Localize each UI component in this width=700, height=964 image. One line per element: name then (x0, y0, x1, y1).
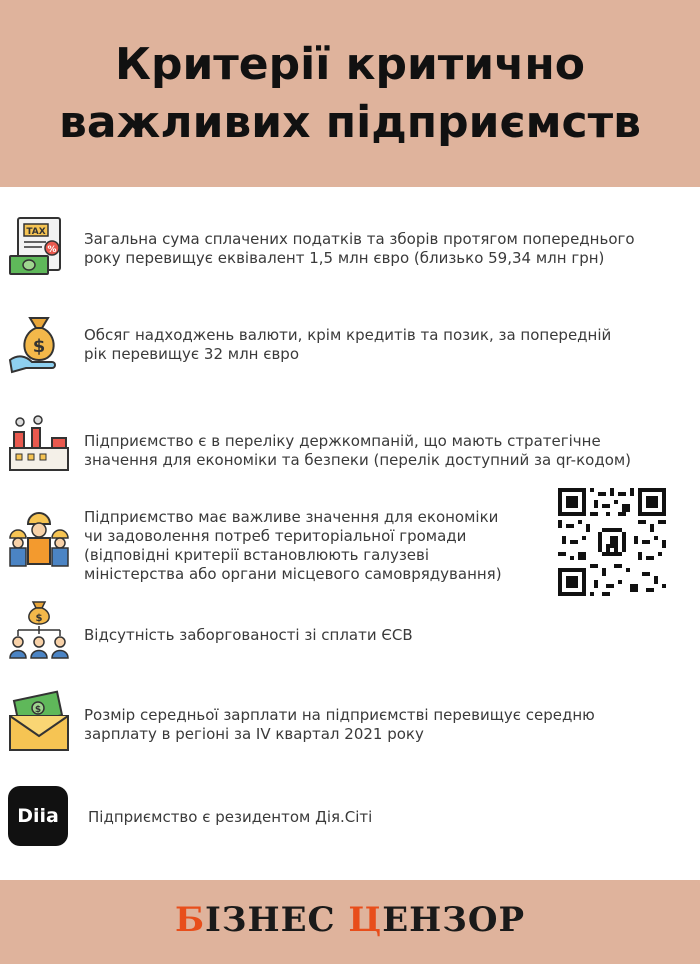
criterion-text: Обсяг надходжень валюти, крім кредитів та позик, за попередній рік перевищує 32 млн євро (84, 326, 612, 363)
title-line-1: Критерії критично (115, 39, 585, 90)
criterion-text: Підприємство має важливе значення для економіки чи задоволення потреб територіальної громади (відповідні критерії встановлюють галузеві міністерства або органи місцевого самоврядування) (84, 508, 502, 583)
criterion-text: Загальна сума сплачених податків та зборів протягом попереднього року перевищує еквівалент 1,5 млн євро (близько 59,34 млн грн) (84, 230, 635, 267)
brand-part-1: ІЗНЕС (205, 900, 349, 940)
svg-text:TAX: TAX (26, 227, 46, 237)
criterion-text: Підприємство є в переліку держкомпаній, що мають стратегічне значення для економіки та безпеки (перелік доступний за qr-кодом) (84, 432, 632, 469)
criterion-text: Розмір середньої зарплати на підприємстві перевищує середню зарплату в регіоні за IV квартал 2021 року (84, 706, 595, 743)
criterion-text: Підприємство є резидентом Дія.Сіті (88, 808, 373, 826)
brand-part-2: ЕНЗОР (382, 900, 526, 940)
diia-logo: Diia (8, 786, 68, 846)
page-title (0, 36, 700, 152)
factory-icon (6, 410, 72, 476)
brand-logo (0, 900, 700, 940)
svg-text:$: $ (34, 705, 42, 715)
svg-text:%: % (47, 245, 57, 255)
tax-document-icon (6, 214, 72, 280)
svg-text:$: $ (35, 613, 43, 624)
workers-icon (6, 508, 72, 574)
money-bag-hand-icon (6, 310, 72, 376)
money-distribution-icon (6, 598, 72, 664)
qr-code (558, 488, 666, 596)
title-line-2: важливих підприємств (59, 97, 641, 148)
brand-letter-b: Б (174, 900, 206, 940)
criterion-text: Відсутність заборгованості зі сплати ЄСВ (84, 626, 413, 644)
svg-text:$: $ (32, 336, 46, 357)
salary-envelope-icon (6, 690, 72, 756)
brand-letter-ts: Ц (348, 900, 383, 940)
